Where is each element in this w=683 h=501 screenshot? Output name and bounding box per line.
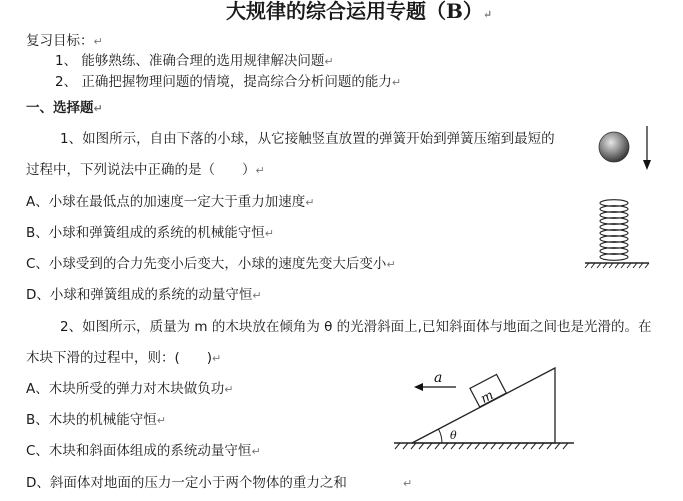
review-goal-text: 1、 能够熟练、准确合理的选用规律解决问题 <box>55 53 325 69</box>
option-text: A、木块所受的弹力对木块做负功 <box>26 381 225 397</box>
paragraph-mark: ↵ <box>482 8 493 21</box>
question-2-option-a <box>26 381 233 398</box>
page-title <box>226 0 492 26</box>
paragraph-mark: ↵ <box>252 289 262 302</box>
paragraph-mark: ↵ <box>386 258 396 271</box>
question-2-option-d: D、斜面体对地面的压力一定小于两个物体的重力之和 <box>26 475 347 491</box>
question-2-stem-line1: 2、如图所示，质量为 m 的木块放在倾角为 θ 的光滑斜面上,已知斜面体与地面之间也是光滑的。在 <box>60 319 652 335</box>
mass-label: m <box>478 387 497 407</box>
question-1-option-d <box>26 287 262 304</box>
question-2-stem-text: 木块下滑的过程中，则：( ) <box>26 350 213 366</box>
paragraph-mark: ↵ <box>255 164 265 177</box>
option-text: A、小球在最低点的加速度一定大于重力加速度 <box>26 194 306 210</box>
question-2-option-b <box>26 412 166 429</box>
question-1-option-b <box>26 225 274 242</box>
question-2-stem-line2 <box>26 350 221 367</box>
review-goal-item <box>55 53 334 70</box>
paragraph-mark: ↵ <box>324 55 334 68</box>
angle-label: θ <box>450 429 457 442</box>
title-text: 大规律的综合运用专题（B） <box>226 0 483 23</box>
ground-icon <box>585 263 649 268</box>
review-goal-item <box>55 74 401 91</box>
paragraph-mark: ↵ <box>403 477 413 490</box>
option-text: B、木块的机械能守恒 <box>26 412 157 428</box>
option-text: C、木块和斜面体组成的系统动量守恒 <box>26 443 252 459</box>
ground-icon <box>394 443 574 449</box>
paragraph-mark: ↵ <box>264 227 274 240</box>
question-1-option-c <box>26 256 396 273</box>
review-goals-heading <box>26 33 103 50</box>
review-goal-text: 2、 正确把握物理问题的情境，提高综合分析问题的能力 <box>55 74 392 90</box>
figure-ball-spring <box>583 120 658 270</box>
paragraph-mark: ↵ <box>93 102 103 115</box>
section-heading-text: 一、选择题 <box>26 100 94 116</box>
down-arrow-icon <box>643 126 651 170</box>
paragraph-mark: ↵ <box>93 35 103 48</box>
question-1-stem-line1: 1、如图所示，自由下落的小球，从它接触竖直放置的弹簧开始到弹簧压缩到最短的 <box>60 131 555 147</box>
option-text: B、小球和弹簧组成的系统的机械能守恒 <box>26 225 265 241</box>
paragraph-mark: ↵ <box>391 76 402 89</box>
acceleration-label: a <box>434 370 443 386</box>
option-text: D、小球和弹簧组成的系统的动量守恒 <box>26 287 253 303</box>
angle-arc-icon <box>439 429 442 443</box>
spring-icon <box>600 200 628 261</box>
question-1-option-a <box>26 194 314 211</box>
paragraph-mark: ↵ <box>224 383 234 396</box>
question-2-option-c <box>26 443 261 460</box>
paragraph-mark: ↵ <box>212 352 222 365</box>
ball-icon <box>599 132 629 162</box>
paragraph-mark: ↵ <box>251 445 261 458</box>
figure-incline <box>392 362 582 462</box>
paragraph-mark: ↵ <box>156 414 166 427</box>
question-1-stem-text: 过程中，下列说法中正确的是（ ） <box>26 162 256 178</box>
review-goals-heading-text: 复习目标： <box>26 33 94 49</box>
question-1-stem-line2 <box>26 162 265 179</box>
section-heading <box>26 100 103 117</box>
option-text: C、小球受到的合力先变小后变大，小球的速度先变大后变小 <box>26 256 387 272</box>
paragraph-mark: ↵ <box>305 196 315 209</box>
